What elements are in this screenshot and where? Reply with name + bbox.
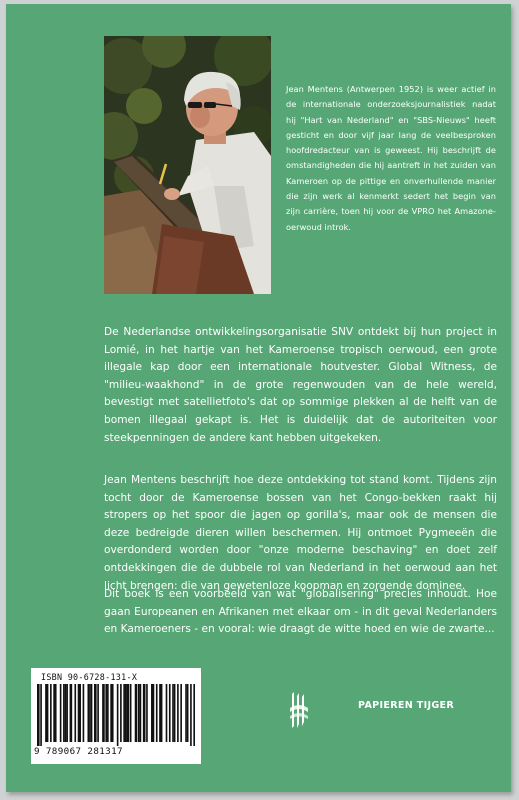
author-bio: Jean Mentens (Antwerpen 1952) is weer actief in de internationale onderzoeksjournalistiek nadat hij "Hart van Nederland" en "SBS-Nieuws" heeft gesticht en door vijf jaar lang de veelbesproken hoofdredacteur van is geweest. Hij beschrijft de omstandigheden die hij aantreft in het zuiden van Kameroen op de pittige en onverhullende manier die zijn werk al kenmerkt sedert het begin van zijn carrière, toen hij voor de VPRO het Amazone-oerwoud introk. [286, 84, 496, 232]
barcode-bar [120, 684, 122, 742]
blurb-paragraph-1: De Nederlandse ontwikkelingsorganisatie SNV ontdekt bij hun project in Lomié, in het hartje van het Kameroense tropisch oerwoud, een grote illegale kap door een internationale houtvester. Global Witness, de "milieu-waakhond" in de grote regenwouden van de hele wereld, bevestigt met satellietfoto's dat op sommige plekken al de helft van de bomen illegaal gekapt is. Het is duidelijk dat de autoriteiten voor steekpenningen de andere kant hebben uitgekeken. [104, 326, 497, 444]
author-photo [104, 36, 271, 294]
barcode-bar [130, 684, 132, 742]
barcode-bar [97, 684, 99, 742]
barcode-bar [177, 684, 179, 742]
barcode-bars [37, 684, 195, 746]
isbn-label: ISBN 90-6728-131-X [41, 672, 138, 682]
barcode-bar [102, 684, 105, 742]
author-photo-image [104, 36, 271, 294]
barcode-bar [37, 684, 40, 746]
barcode-bar [143, 684, 146, 742]
barcode-bar [138, 684, 140, 742]
isbn-barcode [31, 668, 201, 764]
barcode-bar [105, 684, 107, 742]
barcode-bar [60, 684, 62, 742]
barcode-bar [190, 684, 192, 746]
barcode-bar [146, 684, 148, 742]
barcode-bar [185, 684, 187, 742]
publisher-logo-icon [288, 688, 310, 732]
barcode-bar [161, 684, 163, 742]
book-back-cover [6, 4, 511, 792]
barcode-bar [125, 684, 127, 742]
barcode-bar [50, 684, 52, 742]
barcode-bar [187, 684, 189, 742]
barcode-bar [47, 684, 49, 742]
barcode-bar [123, 684, 125, 742]
blurb-paragraph-2: Jean Mentens beschrijft hoe deze ontdekking tot stand komt. Tijdens zijn tocht door de Kameroense bossen van het Congo-bekken raakt hij stropers op het spoor die jagen op gorilla's, maar ook de mensen die deze bedreigde dieren willen beschermen. Hij ontmoet Pygmeeën die overdonderd worden door "onze moderne beschaving" en doet zelf ontdekkingen die de dubbele rol van Nederland in het oerwoud aan het licht brengen: die van gewetenloze koopman en zorgende dominee. [104, 474, 497, 592]
barcode-bar [87, 684, 89, 742]
barcode-digits: 9 789067 281317 [34, 746, 123, 757]
barcode-bar [74, 684, 76, 742]
barcode-bar [153, 684, 155, 742]
barcode-bar [166, 684, 168, 742]
barcode-bar [169, 684, 171, 742]
barcode-bar [55, 684, 57, 742]
barcode-bar [70, 684, 73, 742]
barcode-bar [83, 684, 85, 742]
barcode-bar [172, 684, 174, 742]
barcode-bar [66, 684, 68, 742]
barcode-bar [89, 684, 91, 742]
barcode-bar [180, 684, 182, 742]
barcode-bar [65, 684, 67, 742]
barcode-bar [79, 684, 81, 742]
barcode-bar [127, 684, 130, 742]
barcode-bar [117, 684, 119, 746]
barcode-bar [174, 684, 176, 742]
barcode-bar [193, 684, 195, 746]
barcode-bar [140, 684, 142, 742]
barcode-bar [135, 684, 138, 742]
barcode-bar [94, 684, 97, 742]
barcode-bar [40, 684, 42, 746]
blurb-paragraph-3: Dit boek is een voorbeeld van wat "globalisering" precies inhoudt. Hoe gaan Europeanen en Afrikanen met elkaar om - in dit geval Nederlanders en Kameroeners - en vooral: wie draagt de witte hoed en wie de zwarte... [104, 588, 497, 636]
barcode-bar [156, 684, 158, 742]
barcode-bar [107, 684, 109, 742]
publisher-name: PAPIEREN TIJGER [358, 700, 455, 711]
barcode-bar [91, 684, 93, 742]
barcode-bar [112, 684, 114, 742]
barcode-bar [63, 684, 65, 742]
